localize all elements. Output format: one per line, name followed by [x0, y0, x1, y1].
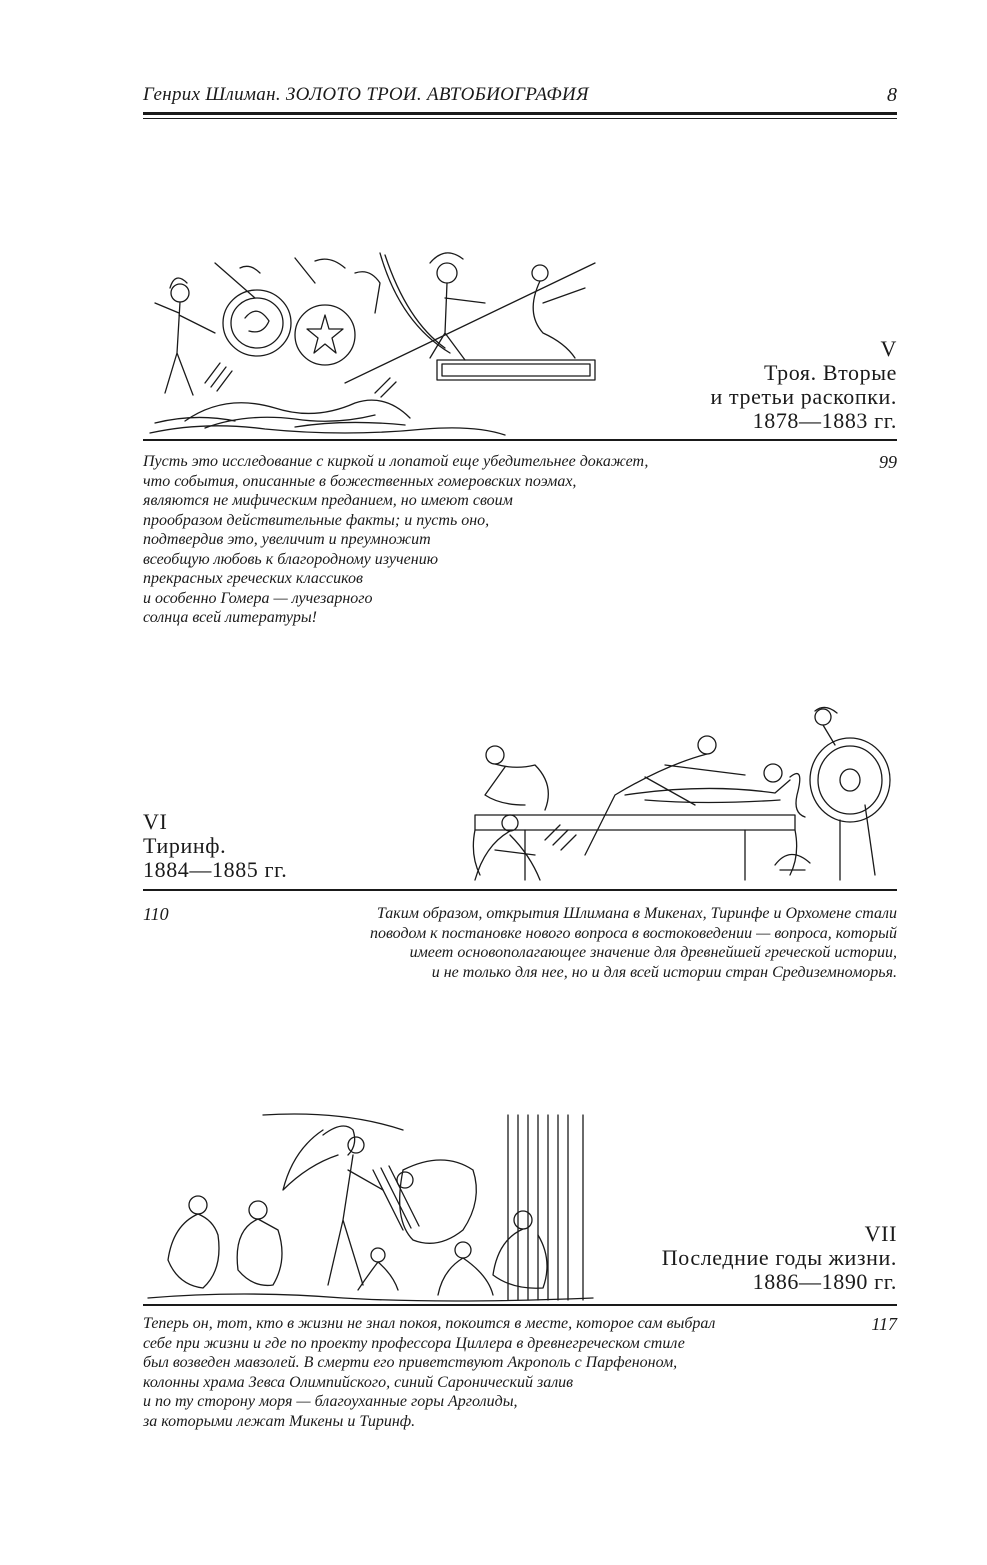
quote-line: солнца всей литературы! [143, 609, 317, 626]
section-v-heading [711, 337, 897, 433]
section-vii-title-line-1: Последние годы жизни. [661, 1245, 897, 1270]
quote-line: прообразом действительные факты; и пусть оно, [143, 511, 490, 529]
quote-line: прекрасных греческих классиков [143, 570, 363, 587]
section-vi-numeral: VI [143, 809, 168, 834]
quote-line: и по ту сторону моря — благоуханные горы Арголиды, [143, 1393, 518, 1410]
header-rule-thin [143, 118, 897, 119]
section-v-rule [143, 439, 897, 441]
section-vi-title-line-2: 1884—1885 гг. [143, 857, 288, 882]
quote-line: поводом к постановке нового вопроса в востоковедении — вопроса, который [369, 924, 897, 942]
battle-scene-engraving [145, 243, 600, 439]
running-header-title: Генрих Шлиман. ЗОЛОТО ТРОИ. АВТОБИОГРАФИЯ [143, 84, 589, 105]
section-vii-title-line-2: 1886—1890 гг. [752, 1269, 897, 1294]
section-v-title-line-3: 1878—1883 гг. [752, 408, 897, 433]
section-vi-quote [370, 904, 897, 982]
quote-line: Пусть это исследование с киркой и лопатой еще убедительнее докажет, [143, 453, 649, 470]
section-vii-numeral: VII [864, 1221, 897, 1246]
page-number: 8 [887, 84, 897, 106]
section-v-title-line-1: Троя. Вторые [763, 360, 897, 385]
section-vii-quote [143, 1314, 715, 1431]
section-v-quote [143, 452, 648, 628]
section-vii-heading [662, 1222, 897, 1294]
quote-line: всеобщую любовь к благородному изучению [143, 550, 438, 568]
quote-line: Теперь он, тот, кто в жизни не знал покоя, покоится в месте, которое сам выбрал [143, 1315, 716, 1332]
quote-line: за которыми лежат Микены и Тиринф. [143, 1412, 416, 1430]
section-vi-heading [143, 810, 287, 882]
header-rule-thick [143, 112, 897, 115]
quote-line: подтвердив это, увеличит и преумножит [143, 531, 431, 548]
section-vi-rule [143, 889, 897, 891]
quote-line: был возведен мавзолей. В смерти его приветствуют Акрополь с Парфеноном, [143, 1354, 678, 1371]
section-vi-title-line-1: Тиринф. [143, 833, 227, 858]
section-vii-rule [143, 1304, 897, 1306]
quote-line: имеет основополагающее значение для древнейшей греческой истории, [409, 944, 897, 961]
quote-line: и особенно Гомера — лучезарного [143, 589, 373, 607]
mourning-scene-engraving [445, 705, 905, 890]
section-v-page-ref[interactable]: 99 [879, 452, 897, 472]
quote-line: являются не мифическим преданием, но имеют своим [143, 492, 513, 509]
running-header [143, 84, 897, 114]
quote-line: колонны храма Зевса Олимпийского, синий Саронический залив [143, 1373, 574, 1391]
section-v-numeral: V [880, 336, 897, 361]
winged-goddess-engraving [143, 1110, 598, 1305]
section-v-title-line-2: и третьи раскопки. [710, 384, 897, 409]
section-vi-page-ref[interactable]: 110 [143, 904, 169, 924]
quote-line: что события, описанные в божественных гомеровских поэмах, [143, 472, 577, 490]
quote-line: и не только для нее, но и для всей истории стран Средиземноморья. [431, 963, 897, 981]
section-vii-page-ref[interactable]: 117 [871, 1314, 897, 1334]
quote-line: Таким образом, открытия Шлимана в Микенах, Тиринфе и Орхомене стали [376, 905, 897, 922]
quote-line: себе при жизни и где по проекту профессора Циллера в древнегреческом стиле [143, 1334, 685, 1352]
